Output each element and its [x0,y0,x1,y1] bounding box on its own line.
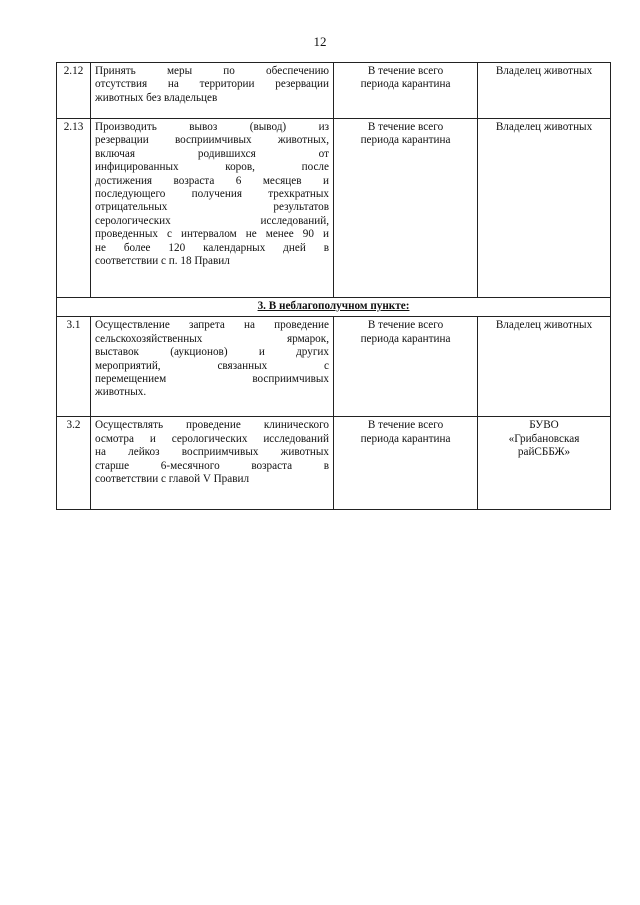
term-text: периода карантина [360,432,451,445]
section-header-row [57,298,611,317]
action-cell [91,317,334,417]
responsible-text: БУВО [529,419,559,432]
row-number: 2.13 [57,119,91,298]
responsible-text: Владелец животных [495,121,593,133]
action-text: перемещением восприимчивых [95,373,329,386]
action-text: последующего получения трехкратных [95,188,329,201]
action-cell [91,119,334,298]
action-text: соответствии с п. 18 Правил [95,255,230,268]
responsible-cell [478,417,611,510]
action-text: Осуществлять проведение клинического [95,419,329,432]
action-text: осмотра и серологических исследований [95,432,329,445]
responsible-text: райСББЖ» [517,446,571,459]
row-number: 3.1 [57,317,91,417]
page-number: 12 [313,34,327,49]
term-text: В течение всего [367,65,444,77]
row-number: 2.12 [57,63,91,119]
term-text: периода карантина [360,332,451,345]
action-text: Осуществление запрета на проведение [95,319,329,332]
table-row [57,417,611,510]
action-cell [91,63,334,119]
action-text: старше 6-месячного возраста в [95,459,329,472]
term-cell [334,317,478,417]
table-row [57,119,611,298]
action-text: Производить вывоз (вывод) из [95,121,329,133]
action-text: соответствии с главой V Правил [95,473,250,486]
table-row [57,63,611,119]
responsible-text: «Грибановская [508,432,580,445]
term-text: периода карантина [360,134,451,147]
action-text: не более 120 календарных дней в [95,241,329,254]
responsible-cell [478,63,611,119]
action-text: отрицательных результатов [95,201,329,214]
action-text: Принять меры по обеспечению [95,65,329,77]
term-text: В течение всего [367,121,444,133]
term-cell [334,63,478,119]
action-text: животных. [95,386,147,399]
term-text: В течение всего [367,419,444,432]
term-text: В течение всего [367,319,444,332]
responsible-text: Владелец животных [495,319,593,332]
term-cell [334,417,478,510]
action-text: инфицированных коров, после [95,161,329,174]
action-text: проведенных с интервалом не менее 90 и [95,228,329,241]
action-text: выставок (аукционов) и других [95,346,329,359]
responsible-cell [478,119,611,298]
action-text: сельскохозяйственных ярмарок, [95,332,329,345]
action-text: серологических исследований, [95,214,329,227]
section-title: 3. В неблагополучном пункте: [57,298,611,317]
table-row [57,317,611,417]
term-text: периода карантина [360,78,451,91]
action-text: животных без владельцев [95,91,218,104]
action-text: отсутствия на территории резервации [95,78,329,91]
responsible-text: Владелец животных [495,65,593,77]
action-text: резервации восприимчивых животных, [95,134,329,147]
action-text: достижения возраста 6 месяцев и [95,174,329,187]
action-text: на лейкоз восприимчивых животных [95,446,329,459]
responsible-cell [478,317,611,417]
term-cell [334,119,478,298]
action-cell [91,417,334,510]
action-text: мероприятий, связанных с [95,359,329,372]
row-number: 3.2 [57,417,91,510]
quarantine-measures-table [56,62,611,510]
action-text: включая родившихся от [95,147,329,160]
